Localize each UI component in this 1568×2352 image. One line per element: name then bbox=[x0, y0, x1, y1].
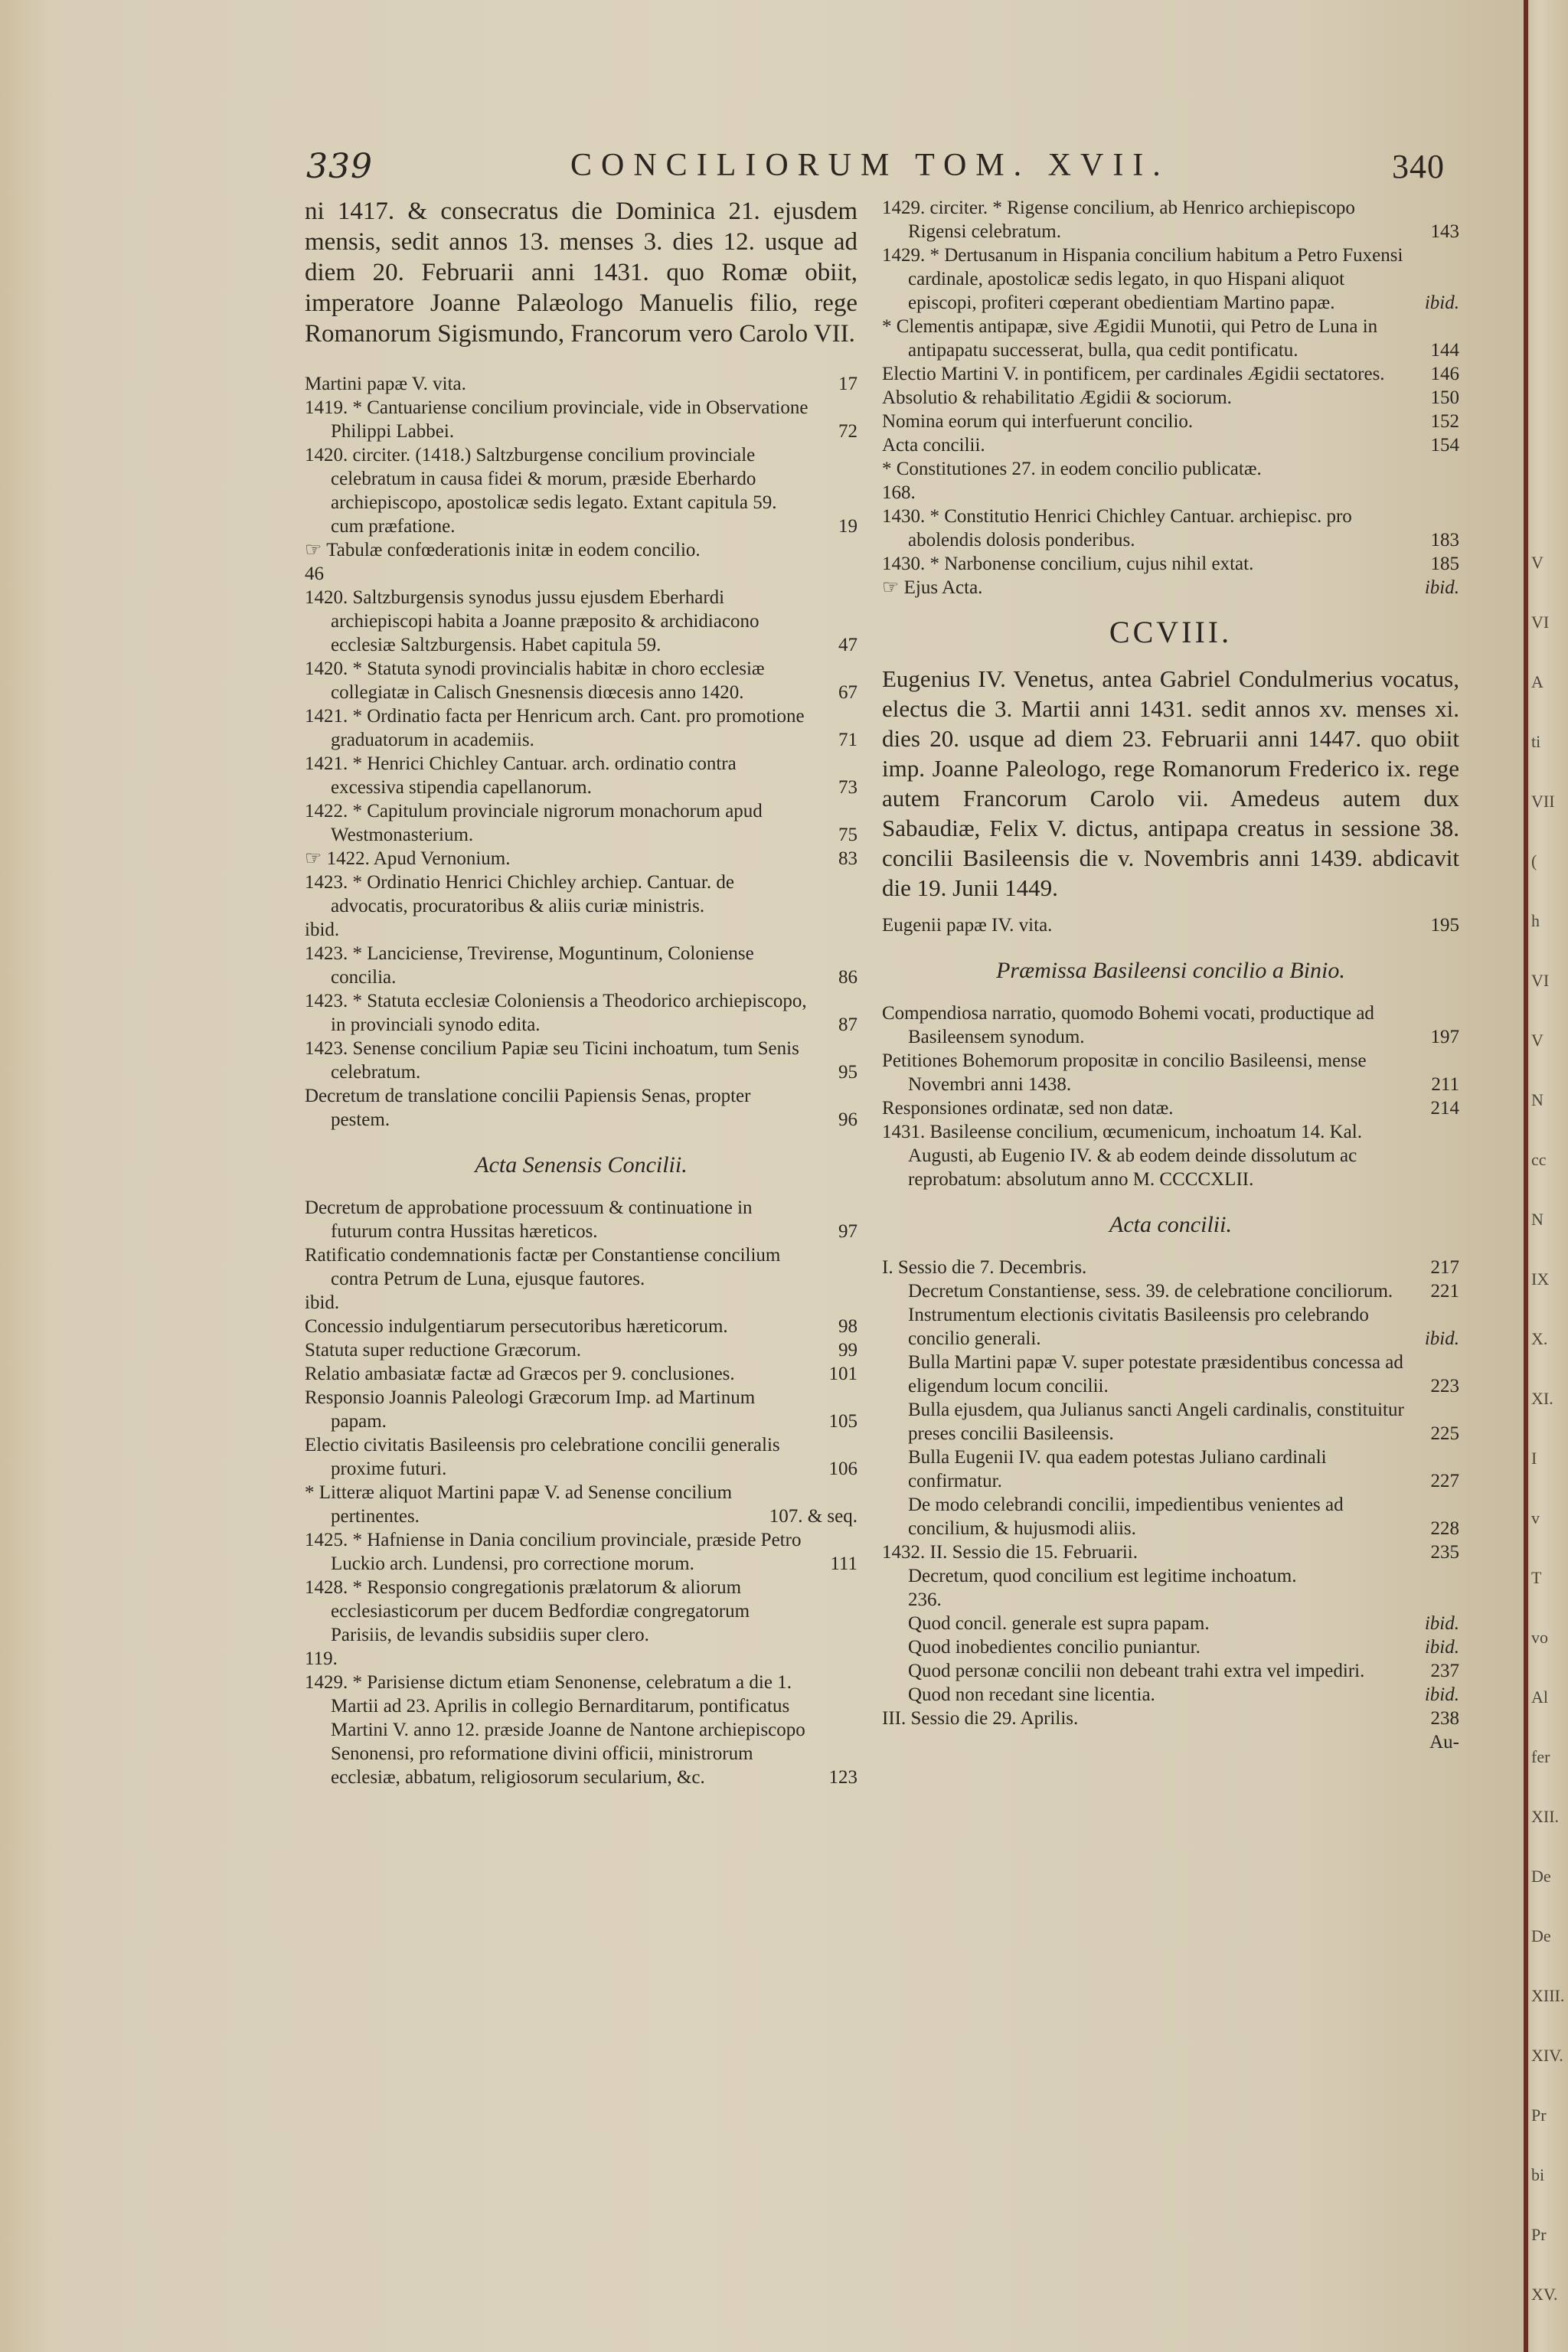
entry bbox=[305, 1386, 858, 1433]
entry-text: Quod concil. generale est supra papam. bbox=[908, 1613, 1210, 1634]
section-title-acta-concilii: Acta concilii. bbox=[1109, 1212, 1232, 1237]
entry bbox=[305, 1647, 858, 1671]
entry bbox=[305, 989, 858, 1037]
entry-text: 1423. Senense concilium Papiæ seu Ticini inchoatum, tum Senis celebratum. bbox=[305, 1038, 799, 1083]
entry-text: Quod non recedant sine licentia. bbox=[908, 1684, 1155, 1705]
entry-page: 75 bbox=[838, 825, 858, 845]
entry bbox=[882, 315, 1459, 362]
entry-page: 154 bbox=[1430, 435, 1459, 456]
entry-page: 238 bbox=[1430, 1708, 1459, 1729]
entry-page: 195 bbox=[1430, 915, 1459, 936]
entry-text: Responsio Joannis Paleologi Græcorum Imp. ad Martinum papam. bbox=[305, 1387, 756, 1432]
entry-text: Responsiones ordinatæ, sed non datæ. bbox=[882, 1098, 1174, 1119]
entry-text: Quod personæ concilii non debeant trahi extra vel impediri. bbox=[908, 1661, 1365, 1681]
entry-page: 235 bbox=[1430, 1542, 1459, 1563]
entry-text: 1421. * Henrici Chichley Cantuar. arch. ordinatio contra excessiva stipendia capellanorum. bbox=[305, 753, 737, 798]
entry-text: * Litteræ aliquot Martini papæ V. ad Senense concilium pertinentes. bbox=[305, 1482, 733, 1527]
entry-page: 19 bbox=[838, 516, 858, 537]
entry bbox=[882, 1256, 1459, 1279]
entry-page: 95 bbox=[838, 1062, 858, 1083]
entry bbox=[882, 481, 1459, 505]
entry bbox=[882, 1303, 1459, 1351]
binding-bleed-text: I bbox=[1531, 1449, 1537, 1468]
binding-bleed-text: VI bbox=[1531, 971, 1550, 990]
entry bbox=[305, 586, 858, 657]
binding-bleed-text: V bbox=[1531, 1031, 1544, 1050]
entry bbox=[305, 799, 858, 847]
entry-text: * Constitutiones 27. in eodem concilio publicatæ. bbox=[882, 459, 1262, 479]
binding-bleed-text: T bbox=[1531, 1568, 1542, 1587]
entry-page: 67 bbox=[838, 682, 858, 703]
entry bbox=[305, 1671, 858, 1789]
entry bbox=[882, 1096, 1459, 1120]
entry-page: 237 bbox=[1430, 1661, 1459, 1681]
page-number-left: 339 bbox=[306, 147, 373, 186]
entry bbox=[882, 1635, 1459, 1659]
entry-text: 1429. * Parisiense dictum etiam Senonense, celebratum a die 1. Martii ad 23. Aprilis in collegio Bernarditarum, pontificatus Martini V. anno 12. præside Joanne de Nantone archiepiscopo Senonensi, pro reformatione divini officii, ministrorum ecclesiæ, abbatum, religiosorum secularium, &c. bbox=[305, 1672, 805, 1788]
entry bbox=[882, 1564, 1459, 1588]
entry-text: Instrumentum electionis civitatis Basileensis pro celebrando concilio generali. bbox=[908, 1305, 1369, 1349]
vita-entry-wrap bbox=[882, 913, 1459, 937]
entry-text: Decretum de translatione concilii Papiensis Senas, propter pestem. bbox=[305, 1086, 751, 1130]
entry bbox=[305, 443, 858, 538]
entry bbox=[882, 386, 1459, 410]
entry-text: Decretum, quod concilium est legitime inchoatum. bbox=[908, 1566, 1297, 1586]
binding-bleed-text: A bbox=[1531, 672, 1544, 691]
entry bbox=[882, 505, 1459, 552]
entry bbox=[305, 538, 858, 562]
entry-page: 96 bbox=[838, 1109, 858, 1130]
entry-text: ibid. bbox=[305, 1292, 340, 1313]
left-column bbox=[305, 196, 858, 1789]
entry-text: * Clementis antipapæ, sive Ægidii Munotii, qui Petro de Luna in antipapatu successerat, bulla, qua cedit pontificatu. bbox=[882, 316, 1378, 361]
binding-bleed-text: ti bbox=[1531, 732, 1541, 751]
entry-page: 72 bbox=[838, 421, 858, 442]
binding-bleed-text: cc bbox=[1531, 1150, 1547, 1169]
entry bbox=[882, 1120, 1459, 1191]
entry-page: 227 bbox=[1430, 1471, 1459, 1491]
binding-bleed-text: N bbox=[1531, 1210, 1544, 1229]
entry bbox=[882, 576, 1459, 599]
page-header bbox=[0, 147, 1524, 193]
entry bbox=[305, 1037, 858, 1084]
binding-bleed-text: X. bbox=[1531, 1329, 1548, 1348]
entry bbox=[882, 1446, 1459, 1493]
entry-text: 1420. * Statuta synodi provincialis habitæ in choro ecclesiæ collegiatæ in Calisch Gnesnensis diœcesis anno 1420. bbox=[305, 658, 765, 703]
entry-text: 236. bbox=[908, 1589, 942, 1610]
entry bbox=[882, 1049, 1459, 1096]
entry-page: 97 bbox=[838, 1221, 858, 1242]
binding-bleed-text: XII. bbox=[1531, 1807, 1560, 1826]
entry-page: 106 bbox=[828, 1459, 858, 1479]
entry-page: 71 bbox=[838, 730, 858, 750]
entry bbox=[882, 362, 1459, 386]
entry bbox=[305, 847, 858, 871]
entry-text: 1430. * Constitutio Henrici Chichley Cantuar. archiepisc. pro abolendis dolosis ponderibus. bbox=[882, 506, 1352, 550]
entry bbox=[882, 1351, 1459, 1398]
entry-page: 143 bbox=[1430, 221, 1459, 242]
entry bbox=[305, 942, 858, 989]
entry bbox=[882, 1493, 1459, 1540]
entry-text: Concessio indulgentiarum persecutoribus hæreticorum. bbox=[305, 1316, 728, 1337]
entry bbox=[882, 1659, 1459, 1683]
binding-bleed-text: XIV. bbox=[1531, 2046, 1563, 2065]
entry bbox=[882, 1707, 1459, 1730]
entry-text: 1432. II. Sessio die 15. Februarii. bbox=[882, 1542, 1138, 1563]
entry-text: 1422. * Capitulum provinciale nigrorum monachorum apud Westmonasterium. bbox=[305, 801, 763, 845]
entry bbox=[305, 1338, 858, 1362]
entry bbox=[305, 1528, 858, 1576]
binding-red-edge bbox=[1524, 0, 1528, 2352]
entry-text: Eugenii papæ IV. vita. bbox=[882, 915, 1053, 936]
entry bbox=[305, 918, 858, 942]
entry-text: Statuta super reductione Græcorum. bbox=[305, 1340, 582, 1361]
acta-concilii-list bbox=[882, 1256, 1459, 1730]
entry-text: Nomina eorum qui interfuerunt concilio. bbox=[882, 411, 1194, 432]
entry-text: 1429. * Dertusanum in Hispania concilium habitum a Petro Fuxensi cardinale, apostolicæ sedis legato, in quo Hispani aliquot episcopi, profiteri cœperant obedientiam Martino papæ. bbox=[882, 245, 1403, 313]
entry-page: 123 bbox=[828, 1767, 858, 1788]
entry bbox=[882, 1683, 1459, 1707]
entry-text: Decretum Constantiense, sess. 39. de celebratione conciliorum. bbox=[908, 1281, 1393, 1302]
right-column bbox=[882, 196, 1459, 1754]
entry-page: 111 bbox=[830, 1553, 858, 1574]
binding-bleed-text: XV. bbox=[1531, 2285, 1558, 2304]
entry-page: 101 bbox=[828, 1364, 858, 1384]
entry-text: Ratificatio condemnationis factæ per Constantiense concilium contra Petrum de Luna, ejusque fautores. bbox=[305, 1245, 781, 1289]
entry bbox=[882, 1588, 1459, 1612]
biography-text-eugenius: Eugenius IV. Venetus, antea Gabriel Condulmerius vocatus, electus die 3. Martii anni 1431. sedit annos xv. menses xi. dies 20. usque ad diem 23. Februarii anni 1447. quo obiit imp. Joanne Paleologo, rege Romanorum Frederico ix. rege autem Francorum Carolo vii. Amedeus autem dux Sabaudiæ, Felix V. dictus, antipapa creatus in sessione 38. concilii Basileensis die v. Novembris anni 1439. abdicavit die 19. Junii 1449. bbox=[882, 665, 1459, 901]
entry-text: 1420. Saltzburgensis synodus jussu ejusdem Eberhardi archiepiscopi habita a Joanne præposito & archidiacono ecclesiæ Saltzburgensis. Habet capitula 59. bbox=[305, 587, 760, 655]
entry bbox=[882, 1612, 1459, 1635]
entry bbox=[305, 396, 858, 443]
binding-bleed-text: bi bbox=[1531, 2165, 1545, 2184]
entry bbox=[305, 562, 858, 586]
binding-bleed-text: v bbox=[1531, 1508, 1540, 1527]
binding-bleed-text: IX bbox=[1531, 1269, 1550, 1289]
binding-bleed-text: Pr bbox=[1531, 2225, 1547, 2244]
entry bbox=[305, 372, 858, 396]
entry-page: 73 bbox=[838, 777, 858, 798]
entry bbox=[882, 1279, 1459, 1303]
binding-bleed-text: Al bbox=[1531, 1687, 1548, 1707]
entry bbox=[305, 1243, 858, 1291]
entry bbox=[882, 552, 1459, 576]
entry-text: Relatio ambasiatæ factæ ad Græcos per 9. conclusiones. bbox=[305, 1364, 735, 1384]
entry-page: 221 bbox=[1430, 1281, 1459, 1302]
left-entries-list bbox=[305, 372, 858, 1132]
right-entries-list bbox=[882, 196, 1459, 599]
entry bbox=[305, 1433, 858, 1481]
entry bbox=[305, 704, 858, 752]
binding-bleed-text: De bbox=[1531, 1926, 1551, 1945]
entry-page: ibid. bbox=[1424, 1637, 1459, 1658]
binding-bleed-text: V bbox=[1531, 553, 1544, 572]
entry-page: ibid. bbox=[1424, 1684, 1459, 1705]
entry bbox=[305, 1196, 858, 1243]
page-number-right: 340 bbox=[1392, 148, 1445, 185]
entry-page: ibid. bbox=[1424, 577, 1459, 598]
entry-text: 1428. * Responsio congregationis prælatorum & aliorum ecclesiasticorum per ducem Bedfordiæ congregatorum Parisiis, de levandis subsidiis super clero. bbox=[305, 1577, 750, 1645]
entry bbox=[882, 1540, 1459, 1564]
entry bbox=[882, 243, 1459, 315]
biography-text: ni 1417. & consecratus die Dominica 21. ejusdem mensis, sedit annos 13. menses 3. dies 12. usque ad diem 20. Februarii anni 1431. quo Romæ obiit, imperatore Joanne Palæologo Manuelis filio, rege Romanorum Sigismundo, Francorum vero Carolo VII. bbox=[305, 198, 858, 348]
entry-page: 150 bbox=[1430, 387, 1459, 408]
binding-bleed-text: N bbox=[1531, 1090, 1544, 1109]
entry bbox=[305, 752, 858, 799]
entry bbox=[882, 410, 1459, 433]
entry-page: 152 bbox=[1430, 411, 1459, 432]
entry-page: ibid. bbox=[1424, 1328, 1459, 1349]
entry-page: 99 bbox=[838, 1340, 858, 1361]
entry-text: 1420. circiter. (1418.) Saltzburgense concilium provinciale celebratum in causa fidei & morum, præside Eberhardo archiepiscopo, apostolicæ sedis legato. Extant capitula 59. cum præfatione. bbox=[305, 445, 777, 537]
entry-page: ibid. bbox=[1424, 1613, 1459, 1634]
entry-text: 1431. Basileense concilium, œcumenicum, inchoatum 14. Kal. Augusti, ab Eugenio IV. & ab eodem deinde dissolutum ac reprobatum: absolutum anno M. CCCCXLII. bbox=[882, 1122, 1362, 1190]
entry-text: I. Sessio die 7. Decembris. bbox=[882, 1257, 1087, 1278]
section-title-acta-senensis: Acta Senensis Concilii. bbox=[475, 1152, 688, 1178]
binding-bleed-text: VII bbox=[1531, 792, 1555, 811]
section-title-praemissa: Præmissa Basileensi concilio a Binio. bbox=[996, 958, 1345, 983]
entry-text: 1423. * Lanciciense, Trevirense, Moguntinum, Coloniense concilia. bbox=[305, 943, 754, 988]
entry-text: 1430. * Narbonense concilium, cujus nihil extat. bbox=[882, 554, 1254, 574]
acta-senensis-list bbox=[305, 1196, 858, 1789]
chapter-heading: CCVIII. bbox=[1109, 615, 1233, 649]
entry bbox=[882, 457, 1459, 481]
entry bbox=[305, 1362, 858, 1386]
binding-bleed-text: XI. bbox=[1531, 1389, 1553, 1408]
entry bbox=[882, 433, 1459, 457]
running-title: CONCILIORUM TOM. XVII. bbox=[570, 148, 1170, 183]
entry-page: 214 bbox=[1430, 1098, 1459, 1119]
entry-text: ☞ Tabulæ confœderationis initæ in eodem concilio. bbox=[305, 540, 701, 560]
entry-page: 225 bbox=[1430, 1423, 1459, 1444]
entry-page: 183 bbox=[1430, 530, 1459, 550]
binding-bleed-text: XIII. bbox=[1531, 1986, 1565, 2005]
entry-text: Bulla Martini papæ V. super potestate præsidentibus concessa ad eligendum locum concilii. bbox=[908, 1352, 1403, 1396]
entry-page: 197 bbox=[1430, 1027, 1459, 1047]
entry-text: Electio Martini V. in pontificem, per cardinales Ægidii sectatores. bbox=[882, 364, 1385, 384]
entry-text: ☞ Ejus Acta. bbox=[882, 577, 983, 598]
entry-text: ☞ 1422. Apud Vernonium. bbox=[305, 848, 511, 869]
entry-text: 46 bbox=[305, 564, 324, 584]
entry bbox=[882, 1001, 1459, 1049]
entry-text: Compendiosa narratio, quomodo Bohemi vocati, productique ad Basileensem synodum. bbox=[882, 1003, 1374, 1047]
entry bbox=[305, 1481, 858, 1528]
entry-text: Acta concilii. bbox=[882, 435, 985, 456]
entry-page: 98 bbox=[838, 1316, 858, 1337]
entry-page: 144 bbox=[1430, 340, 1459, 361]
entry-text: 168. bbox=[882, 482, 916, 503]
entry bbox=[305, 1084, 858, 1132]
praemissa-list bbox=[882, 1001, 1459, 1191]
entry bbox=[882, 196, 1459, 243]
entry-text: III. Sessio die 29. Aprilis. bbox=[882, 1708, 1079, 1729]
entry-page: 223 bbox=[1430, 1376, 1459, 1396]
entry-page: 228 bbox=[1430, 1518, 1459, 1539]
binding-bleed-text: vo bbox=[1531, 1628, 1548, 1647]
entry-page: ibid. bbox=[1424, 292, 1459, 313]
entry-text: Absolutio & rehabilitatio Ægidii & sociorum. bbox=[882, 387, 1232, 408]
entry-text: 1425. * Hafniense in Dania concilium provinciale, præside Petro Luckio arch. Lundensi, pro correctione morum. bbox=[305, 1530, 802, 1574]
binding-bleed-text: VI bbox=[1531, 612, 1550, 632]
binding-bleed-text: fer bbox=[1531, 1747, 1550, 1766]
entry-text: De modo celebrandi concilii, impedientibus venientes ad concilium, & hujusmodi aliis. bbox=[908, 1494, 1344, 1539]
entry-page: 211 bbox=[1431, 1074, 1459, 1095]
binding-bleed-text: h bbox=[1531, 911, 1540, 930]
entry-text: Petitiones Bohemorum propositæ in concilio Basileensi, mense Novembri anni 1438. bbox=[882, 1050, 1367, 1095]
entry bbox=[882, 913, 1459, 937]
entry-text: Decretum de approbatione processuum & continuatione in futurum contra Hussitas hæreticos. bbox=[305, 1197, 753, 1242]
entry-page: 185 bbox=[1430, 554, 1459, 574]
entry-page: 83 bbox=[838, 848, 858, 869]
entry-text: 1421. * Ordinatio facta per Henricum arch. Cant. pro promotione graduatorum in academiis. bbox=[305, 706, 805, 750]
binding-bleed-text: ( bbox=[1531, 851, 1537, 871]
binding-bleed-text: Pr bbox=[1531, 2105, 1547, 2125]
entry-page: 47 bbox=[838, 635, 858, 655]
entry-page: 217 bbox=[1430, 1257, 1459, 1278]
entry-page: 17 bbox=[838, 374, 858, 394]
entry bbox=[305, 1291, 858, 1315]
martin-v-biography bbox=[305, 196, 858, 349]
entry-page: 105 bbox=[828, 1411, 858, 1432]
entry bbox=[305, 657, 858, 704]
eugenius-iv-biography bbox=[882, 664, 1459, 903]
entry-text: 1419. * Cantuariense concilium provinciale, vide in Observatione Philippi Labbei. bbox=[305, 397, 808, 442]
entry-page: 87 bbox=[838, 1014, 858, 1035]
entry-text: Bulla ejusdem, qua Julianus sancti Angeli cardinalis, constituitur preses concilii Basileensis. bbox=[908, 1400, 1404, 1444]
entry-page: 107. & seq. bbox=[769, 1506, 858, 1527]
entry-page: 146 bbox=[1430, 364, 1459, 384]
entry bbox=[305, 871, 858, 918]
entry-text: 1429. circiter. * Rigense concilium, ab Henrico archiepiscopo Rigensi celebratum. bbox=[882, 198, 1355, 242]
entry-page: 86 bbox=[838, 967, 858, 988]
entry-text: Bulla Eugenii IV. qua eadem potestas Juliano cardinali confirmatur. bbox=[908, 1447, 1327, 1491]
entry-text: 1423. * Statuta ecclesiæ Coloniensis a Theodorico archiepiscopo, in provinciali synodo edita. bbox=[305, 991, 807, 1035]
entry bbox=[882, 1398, 1459, 1446]
entry-text: 1423. * Ordinatio Henrici Chichley archiep. Cantuar. de advocatis, procuratoribus & aliis curiæ ministris. bbox=[305, 872, 734, 916]
entry-text: 119. bbox=[305, 1648, 338, 1669]
entry-text: Electio civitatis Basileensis pro celebratione concilii generalis proxime futuri. bbox=[305, 1435, 780, 1479]
entry bbox=[305, 1576, 858, 1647]
entry-text: Martini papæ V. vita. bbox=[305, 374, 466, 394]
entry bbox=[305, 1315, 858, 1338]
catchword: Au- bbox=[1429, 1732, 1459, 1753]
entry-text: ibid. bbox=[305, 920, 340, 940]
binding-bleed-text: De bbox=[1531, 1867, 1551, 1886]
entry-text: Quod inobedientes concilio puniantur. bbox=[908, 1637, 1200, 1658]
book-binding-edge bbox=[1524, 0, 1568, 2352]
